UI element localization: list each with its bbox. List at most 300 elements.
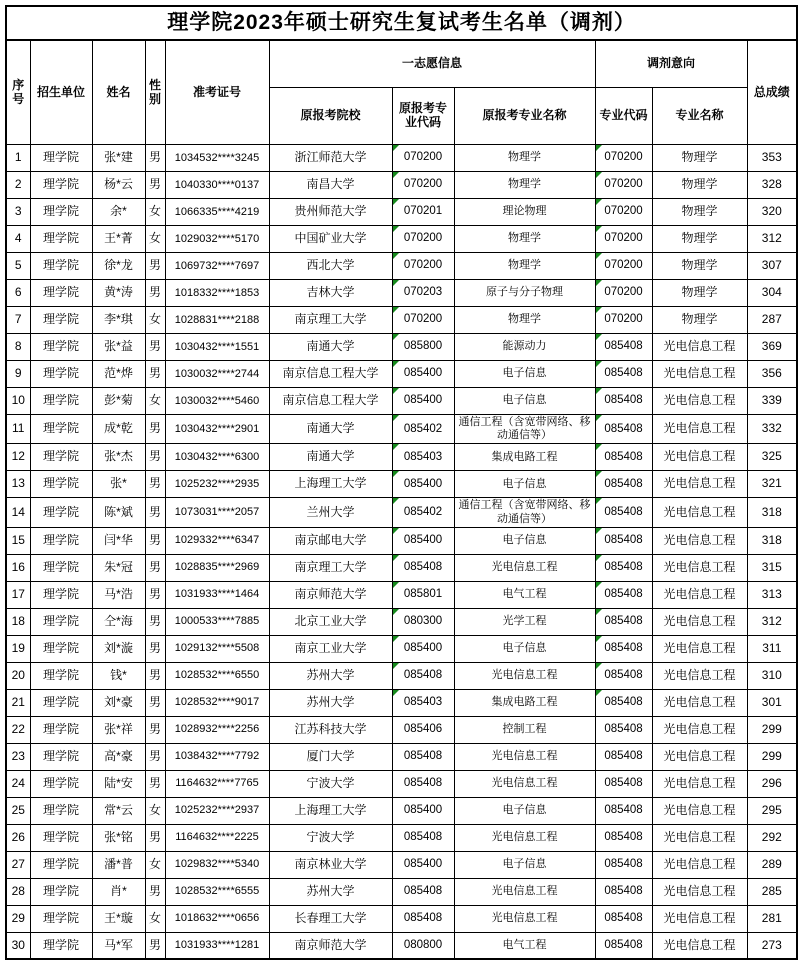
cell-ticket: 1028932****2256	[165, 716, 269, 743]
cell-orig-school: 江苏科技大学	[269, 716, 392, 743]
cell-orig-major: 控制工程	[454, 716, 595, 743]
excel-green-triangle-icon	[393, 307, 399, 313]
cell-name: 陆*安	[92, 770, 145, 797]
excel-green-triangle-icon	[393, 471, 399, 477]
cell-score: 312	[747, 608, 797, 635]
excel-green-triangle-icon	[596, 498, 602, 504]
col-group-adjust: 调剂意向	[595, 40, 747, 88]
cell-name: 张*祥	[92, 716, 145, 743]
cell-adj-code: 070200	[595, 253, 652, 280]
cell-gender: 女	[145, 226, 165, 253]
excel-green-triangle-icon	[596, 172, 602, 178]
cell-gender: 女	[145, 851, 165, 878]
cell-name: 徐*龙	[92, 253, 145, 280]
cell-unit: 理学院	[30, 932, 92, 959]
cell-orig-major: 物理学	[454, 307, 595, 334]
cell-orig-school: 贵州师范大学	[269, 199, 392, 226]
cell-adj-code: 085408	[595, 797, 652, 824]
cell-seq: 20	[6, 662, 30, 689]
excel-green-triangle-icon	[596, 226, 602, 232]
cell-seq: 29	[6, 905, 30, 932]
col-header-adj-major: 专业名称	[652, 88, 747, 145]
excel-green-triangle-icon	[596, 415, 602, 421]
cell-gender: 男	[145, 932, 165, 959]
cell-ticket: 1034532****3245	[165, 145, 269, 172]
cell-unit: 理学院	[30, 172, 92, 199]
cell-gender: 男	[145, 361, 165, 388]
cell-orig-major: 电子信息	[454, 471, 595, 498]
cell-name: 张*益	[92, 334, 145, 361]
cell-seq: 25	[6, 797, 30, 824]
excel-green-triangle-icon	[596, 609, 602, 615]
cell-adj-code: 085408	[595, 824, 652, 851]
cell-unit: 理学院	[30, 797, 92, 824]
cell-orig-major: 集成电路工程	[454, 689, 595, 716]
cell-name: 黄*涛	[92, 280, 145, 307]
cell-unit: 理学院	[30, 554, 92, 581]
cell-ticket: 1030032****5460	[165, 388, 269, 415]
cell-score: 332	[747, 415, 797, 444]
cell-ticket: 1164632****2225	[165, 824, 269, 851]
cell-ticket: 1031933****1281	[165, 932, 269, 959]
cell-orig-code: 070200	[392, 172, 454, 199]
cell-name: 朱*冠	[92, 554, 145, 581]
table-body	[6, 145, 797, 960]
cell-gender: 男	[145, 471, 165, 498]
cell-adj-code: 085408	[595, 905, 652, 932]
cell-name: 钱*	[92, 662, 145, 689]
cell-orig-code: 085408	[392, 770, 454, 797]
cell-name: 马*浩	[92, 581, 145, 608]
cell-gender: 男	[145, 415, 165, 444]
cell-name: 潘*普	[92, 851, 145, 878]
cell-orig-major: 光电信息工程	[454, 554, 595, 581]
cell-orig-code: 085400	[392, 635, 454, 662]
cell-orig-school: 浙江师范大学	[269, 145, 392, 172]
cell-score: 299	[747, 743, 797, 770]
cell-unit: 理学院	[30, 388, 92, 415]
cell-orig-major: 光电信息工程	[454, 905, 595, 932]
cell-unit: 理学院	[30, 145, 92, 172]
cell-score: 356	[747, 361, 797, 388]
cell-orig-school: 上海理工大学	[269, 471, 392, 498]
excel-green-triangle-icon	[393, 172, 399, 178]
col-group-first-choice: 一志愿信息	[269, 40, 595, 88]
cell-seq: 24	[6, 770, 30, 797]
cell-orig-school: 苏州大学	[269, 878, 392, 905]
cell-score: 313	[747, 581, 797, 608]
cell-adj-code: 070200	[595, 172, 652, 199]
cell-adj-major: 光电信息工程	[652, 415, 747, 444]
cell-orig-school: 南通大学	[269, 444, 392, 471]
col-header-orig-major: 原报考专业名称	[454, 88, 595, 145]
cell-orig-code: 085403	[392, 444, 454, 471]
cell-score: 318	[747, 498, 797, 527]
cell-orig-major: 光电信息工程	[454, 662, 595, 689]
cell-adj-major: 光电信息工程	[652, 689, 747, 716]
cell-score: 325	[747, 444, 797, 471]
cell-adj-major: 物理学	[652, 307, 747, 334]
col-header-adj-code: 专业代码	[595, 88, 652, 145]
col-header-score: 总成绩	[747, 40, 797, 145]
cell-adj-major: 物理学	[652, 280, 747, 307]
cell-ticket: 1069732****7697	[165, 253, 269, 280]
table-row	[6, 527, 797, 554]
cell-adj-code: 085408	[595, 851, 652, 878]
cell-orig-code: 080800	[392, 932, 454, 959]
cell-name: 张*	[92, 471, 145, 498]
col-header-seq: 序号	[6, 40, 30, 145]
cell-orig-code: 085400	[392, 797, 454, 824]
excel-green-triangle-icon	[393, 444, 399, 450]
cell-gender: 男	[145, 743, 165, 770]
table-row	[6, 253, 797, 280]
cell-orig-code: 085402	[392, 498, 454, 527]
cell-orig-code: 085800	[392, 334, 454, 361]
excel-green-triangle-icon	[393, 528, 399, 534]
cell-orig-major: 光电信息工程	[454, 824, 595, 851]
cell-seq: 21	[6, 689, 30, 716]
cell-adj-code: 070200	[595, 307, 652, 334]
cell-ticket: 1031933****1464	[165, 581, 269, 608]
cell-gender: 男	[145, 554, 165, 581]
cell-score: 321	[747, 471, 797, 498]
cell-name: 李*琪	[92, 307, 145, 334]
excel-green-triangle-icon	[393, 609, 399, 615]
table-row	[6, 280, 797, 307]
cell-adj-code: 085408	[595, 770, 652, 797]
cell-adj-code: 070200	[595, 145, 652, 172]
cell-unit: 理学院	[30, 689, 92, 716]
excel-green-triangle-icon	[393, 388, 399, 394]
excel-green-triangle-icon	[596, 361, 602, 367]
cell-score: 285	[747, 878, 797, 905]
cell-adj-major: 光电信息工程	[652, 662, 747, 689]
cell-orig-code: 085408	[392, 554, 454, 581]
cell-adj-code: 085408	[595, 415, 652, 444]
cell-ticket: 1025232****2935	[165, 471, 269, 498]
cell-seq: 13	[6, 471, 30, 498]
cell-adj-code: 085408	[595, 635, 652, 662]
table-row	[6, 307, 797, 334]
cell-seq: 6	[6, 280, 30, 307]
cell-orig-major: 电子信息	[454, 388, 595, 415]
cell-ticket: 1028532****6550	[165, 662, 269, 689]
cell-ticket: 1029132****5508	[165, 635, 269, 662]
cell-ticket: 1029032****5170	[165, 226, 269, 253]
table-row	[6, 743, 797, 770]
cell-name: 刘*豪	[92, 689, 145, 716]
cell-gender: 女	[145, 307, 165, 334]
cell-unit: 理学院	[30, 226, 92, 253]
cell-orig-major: 物理学	[454, 145, 595, 172]
cell-orig-code: 080300	[392, 608, 454, 635]
cell-orig-school: 南昌大学	[269, 172, 392, 199]
cell-seq: 16	[6, 554, 30, 581]
cell-unit: 理学院	[30, 824, 92, 851]
cell-seq: 27	[6, 851, 30, 878]
col-header-orig-school: 原报考院校	[269, 88, 392, 145]
cell-adj-major: 光电信息工程	[652, 824, 747, 851]
cell-name: 成*乾	[92, 415, 145, 444]
excel-green-triangle-icon	[393, 415, 399, 421]
excel-green-triangle-icon	[596, 582, 602, 588]
cell-unit: 理学院	[30, 662, 92, 689]
cell-adj-code: 085408	[595, 444, 652, 471]
cell-unit: 理学院	[30, 444, 92, 471]
cell-orig-major: 电气工程	[454, 932, 595, 959]
cell-gender: 男	[145, 527, 165, 554]
cell-ticket: 1029332****6347	[165, 527, 269, 554]
table-row	[6, 905, 797, 932]
cell-orig-major: 光学工程	[454, 608, 595, 635]
cell-gender: 男	[145, 878, 165, 905]
cell-name: 张*铭	[92, 824, 145, 851]
cell-seq: 18	[6, 608, 30, 635]
cell-adj-major: 物理学	[652, 253, 747, 280]
cell-orig-school: 南京邮电大学	[269, 527, 392, 554]
cell-score: 320	[747, 199, 797, 226]
cell-seq: 4	[6, 226, 30, 253]
table-row	[6, 689, 797, 716]
cell-gender: 男	[145, 444, 165, 471]
cell-score: 307	[747, 253, 797, 280]
cell-score: 310	[747, 662, 797, 689]
cell-adj-code: 085408	[595, 608, 652, 635]
cell-unit: 理学院	[30, 581, 92, 608]
cell-score: 312	[747, 226, 797, 253]
table-row	[6, 824, 797, 851]
cell-orig-school: 西北大学	[269, 253, 392, 280]
cell-ticket: 1028532****6555	[165, 878, 269, 905]
cell-orig-code: 085408	[392, 824, 454, 851]
cell-unit: 理学院	[30, 608, 92, 635]
cell-unit: 理学院	[30, 253, 92, 280]
cell-seq: 9	[6, 361, 30, 388]
cell-orig-school: 兰州大学	[269, 498, 392, 527]
cell-name: 张*杰	[92, 444, 145, 471]
excel-green-triangle-icon	[596, 444, 602, 450]
cell-orig-code: 070200	[392, 253, 454, 280]
excel-green-triangle-icon	[596, 253, 602, 259]
table-row	[6, 554, 797, 581]
cell-orig-code: 085403	[392, 689, 454, 716]
table-row	[6, 361, 797, 388]
cell-adj-major: 光电信息工程	[652, 716, 747, 743]
excel-green-triangle-icon	[596, 388, 602, 394]
table-row	[6, 145, 797, 172]
cell-orig-code: 085400	[392, 851, 454, 878]
cell-unit: 理学院	[30, 334, 92, 361]
cell-name: 杨*云	[92, 172, 145, 199]
cell-ticket: 1164632****7765	[165, 770, 269, 797]
cell-adj-major: 光电信息工程	[652, 581, 747, 608]
cell-adj-code: 085408	[595, 689, 652, 716]
cell-orig-code: 085400	[392, 361, 454, 388]
cell-orig-major: 光电信息工程	[454, 743, 595, 770]
cell-orig-code: 070200	[392, 145, 454, 172]
cell-adj-code: 070200	[595, 199, 652, 226]
table-row	[6, 415, 797, 444]
cell-adj-code: 070200	[595, 280, 652, 307]
excel-green-triangle-icon	[393, 361, 399, 367]
col-header-unit: 招生单位	[30, 40, 92, 145]
cell-ticket: 1028835****2969	[165, 554, 269, 581]
cell-score: 315	[747, 554, 797, 581]
table-row	[6, 444, 797, 471]
cell-adj-code: 085408	[595, 498, 652, 527]
cell-score: 311	[747, 635, 797, 662]
cell-orig-major: 理论物理	[454, 199, 595, 226]
cell-orig-code: 085408	[392, 878, 454, 905]
table-row	[6, 716, 797, 743]
cell-orig-major: 集成电路工程	[454, 444, 595, 471]
excel-green-triangle-icon	[393, 690, 399, 696]
cell-orig-major: 电子信息	[454, 361, 595, 388]
cell-adj-code: 085408	[595, 471, 652, 498]
cell-name: 肖*	[92, 878, 145, 905]
cell-adj-major: 光电信息工程	[652, 878, 747, 905]
cell-seq: 2	[6, 172, 30, 199]
cell-score: 281	[747, 905, 797, 932]
cell-orig-code: 085400	[392, 527, 454, 554]
cell-orig-school: 南京信息工程大学	[269, 361, 392, 388]
page-title: 理学院2023年硕士研究生复试考生名单（调剂）	[6, 6, 797, 40]
cell-score: 369	[747, 334, 797, 361]
cell-orig-major: 物理学	[454, 226, 595, 253]
cell-adj-major: 光电信息工程	[652, 797, 747, 824]
cell-orig-code: 085400	[392, 471, 454, 498]
cell-seq: 8	[6, 334, 30, 361]
cell-name: 余*	[92, 199, 145, 226]
cell-adj-major: 物理学	[652, 145, 747, 172]
cell-ticket: 1030432****6300	[165, 444, 269, 471]
table-row	[6, 770, 797, 797]
cell-ticket: 1073031****2057	[165, 498, 269, 527]
cell-unit: 理学院	[30, 498, 92, 527]
cell-ticket: 1066335****4219	[165, 199, 269, 226]
table-row	[6, 199, 797, 226]
cell-name: 彭*菊	[92, 388, 145, 415]
table-row	[6, 388, 797, 415]
excel-green-triangle-icon	[393, 145, 399, 151]
cell-orig-code: 085406	[392, 716, 454, 743]
excel-green-triangle-icon	[393, 582, 399, 588]
cell-gender: 男	[145, 662, 165, 689]
cell-seq: 15	[6, 527, 30, 554]
cell-gender: 男	[145, 172, 165, 199]
cell-orig-major: 通信工程（含宽带网络、移动通信等）	[454, 498, 595, 527]
cell-ticket: 1028532****9017	[165, 689, 269, 716]
cell-seq: 19	[6, 635, 30, 662]
cell-orig-school: 北京工业大学	[269, 608, 392, 635]
cell-adj-major: 光电信息工程	[652, 905, 747, 932]
cell-orig-major: 物理学	[454, 253, 595, 280]
cell-gender: 女	[145, 797, 165, 824]
cell-adj-code: 085408	[595, 334, 652, 361]
cell-orig-school: 上海理工大学	[269, 797, 392, 824]
cell-score: 287	[747, 307, 797, 334]
cell-orig-code: 070203	[392, 280, 454, 307]
cell-ticket: 1038432****7792	[165, 743, 269, 770]
cell-score: 353	[747, 145, 797, 172]
cell-adj-code: 085408	[595, 662, 652, 689]
cell-score: 292	[747, 824, 797, 851]
title-row	[6, 6, 797, 40]
cell-orig-code: 070200	[392, 307, 454, 334]
cell-adj-code: 085408	[595, 716, 652, 743]
cell-unit: 理学院	[30, 415, 92, 444]
table-row	[6, 498, 797, 527]
excel-green-triangle-icon	[596, 555, 602, 561]
cell-unit: 理学院	[30, 716, 92, 743]
cell-seq: 14	[6, 498, 30, 527]
cell-orig-major: 电气工程	[454, 581, 595, 608]
cell-unit: 理学院	[30, 199, 92, 226]
cell-adj-major: 光电信息工程	[652, 851, 747, 878]
cell-orig-school: 南京工业大学	[269, 635, 392, 662]
cell-adj-major: 光电信息工程	[652, 932, 747, 959]
table-row	[6, 608, 797, 635]
cell-adj-code: 070200	[595, 226, 652, 253]
cell-seq: 23	[6, 743, 30, 770]
cell-unit: 理学院	[30, 527, 92, 554]
cell-ticket: 1030032****2744	[165, 361, 269, 388]
cell-orig-major: 电子信息	[454, 527, 595, 554]
cell-seq: 22	[6, 716, 30, 743]
cell-adj-major: 光电信息工程	[652, 770, 747, 797]
table-row	[6, 797, 797, 824]
cell-orig-school: 长春理工大学	[269, 905, 392, 932]
table-row	[6, 851, 797, 878]
cell-orig-major: 能源动力	[454, 334, 595, 361]
cell-ticket: 1025232****2937	[165, 797, 269, 824]
cell-score: 295	[747, 797, 797, 824]
cell-orig-school: 宁波大学	[269, 770, 392, 797]
cell-name: 陈*斌	[92, 498, 145, 527]
cell-name: 常*云	[92, 797, 145, 824]
excel-green-triangle-icon	[393, 199, 399, 205]
table-row	[6, 226, 797, 253]
cell-gender: 男	[145, 581, 165, 608]
cell-orig-code: 070201	[392, 199, 454, 226]
cell-orig-major: 原子与分子物理	[454, 280, 595, 307]
cell-orig-school: 南京林业大学	[269, 851, 392, 878]
cell-gender: 男	[145, 608, 165, 635]
cell-orig-code: 085400	[392, 388, 454, 415]
cell-adj-major: 光电信息工程	[652, 471, 747, 498]
table-row	[6, 471, 797, 498]
cell-adj-major: 物理学	[652, 199, 747, 226]
cell-adj-code: 085408	[595, 878, 652, 905]
table-row	[6, 172, 797, 199]
excel-green-triangle-icon	[596, 690, 602, 696]
excel-green-triangle-icon	[393, 555, 399, 561]
table-row	[6, 878, 797, 905]
col-header-ticket: 准考证号	[165, 40, 269, 145]
cell-orig-school: 南京理工大学	[269, 307, 392, 334]
cell-score: 289	[747, 851, 797, 878]
cell-unit: 理学院	[30, 905, 92, 932]
excel-green-triangle-icon	[596, 334, 602, 340]
cell-gender: 男	[145, 824, 165, 851]
cell-unit: 理学院	[30, 635, 92, 662]
cell-seq: 30	[6, 932, 30, 959]
cell-name: 仝*海	[92, 608, 145, 635]
col-header-name: 姓名	[92, 40, 145, 145]
cell-orig-school: 中国矿业大学	[269, 226, 392, 253]
cell-score: 299	[747, 716, 797, 743]
